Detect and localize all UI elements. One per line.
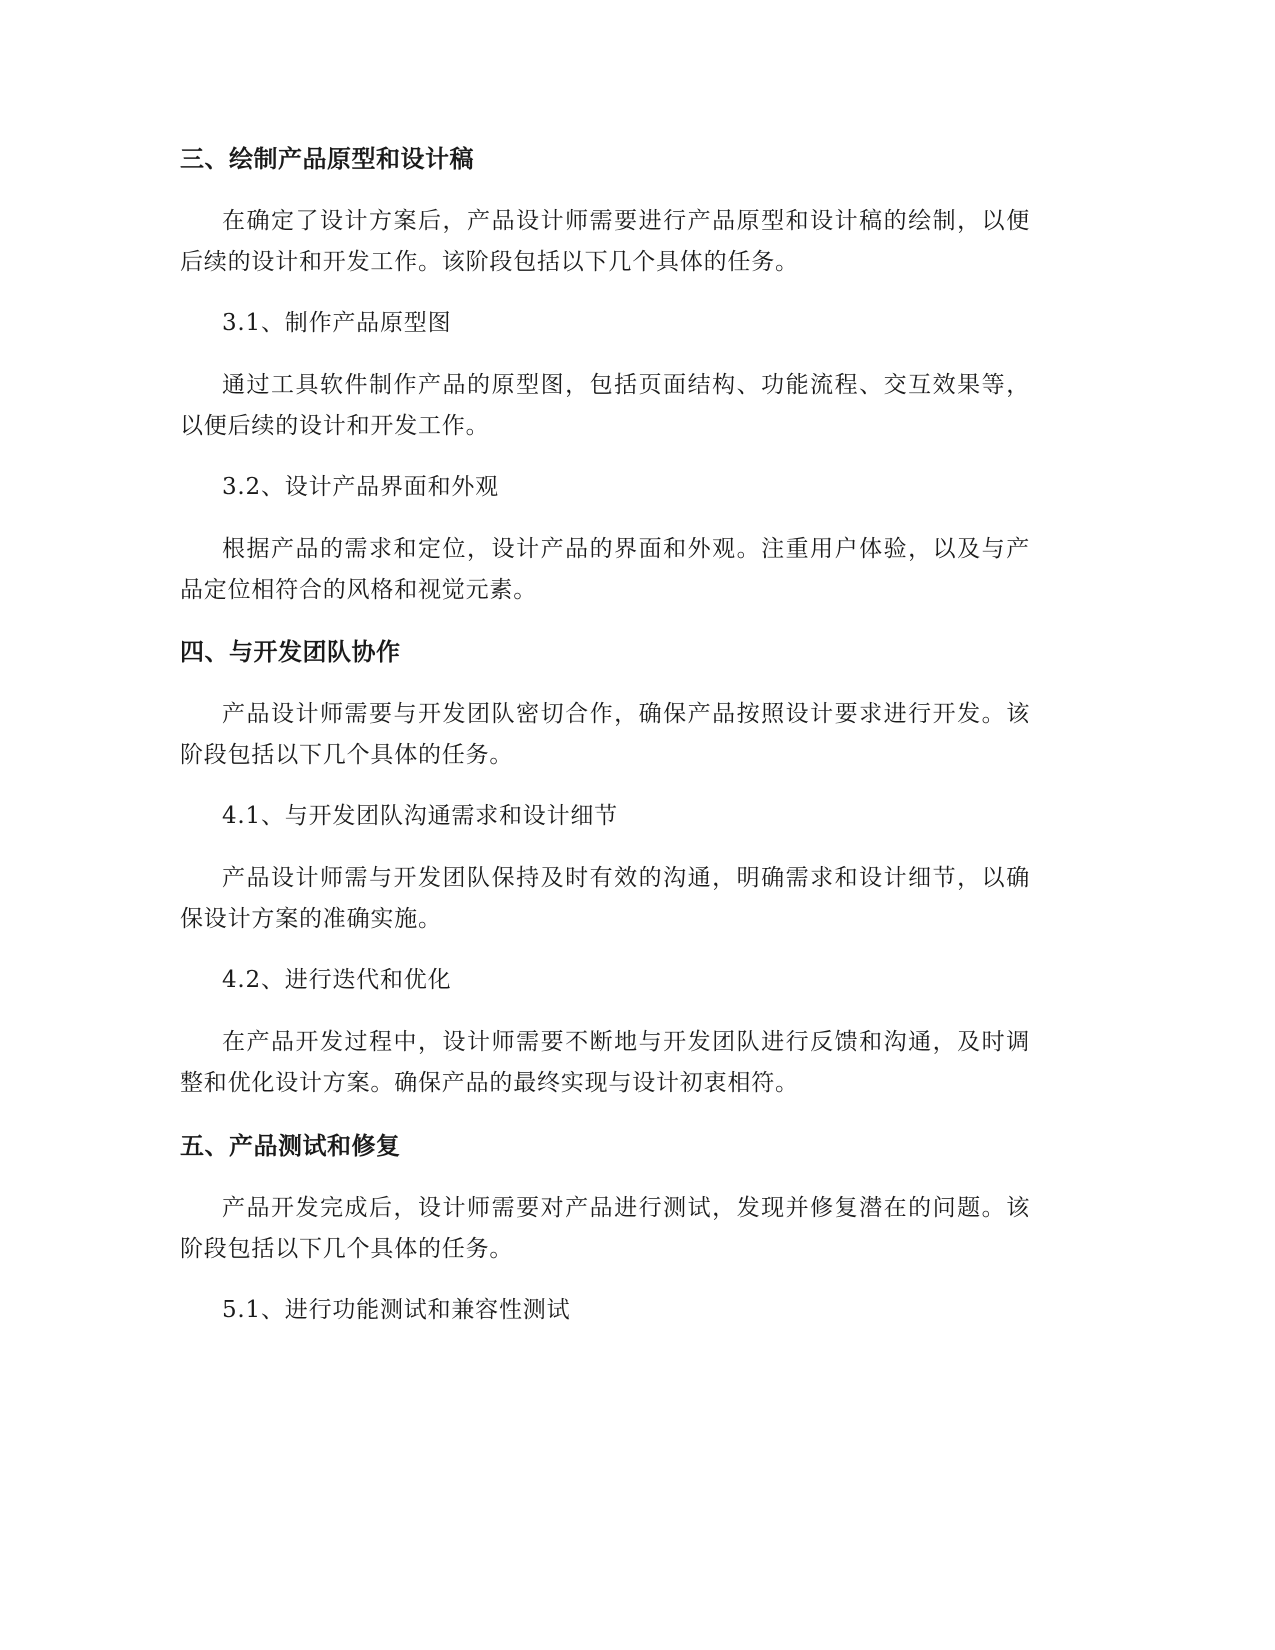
section-heading-4: 四、与开发团队协作 [180,638,401,666]
section-heading-5: 五、产品测试和修复 [180,1132,401,1160]
subsection-title-3-2: 3.2、设计产品界面和外观 [222,474,499,500]
subsection-body-4-2: 在产品开发过程中，设计师需要不断地与开发团队进行反馈和沟通，及时调整和优化设计方案。确保产品的最终实现与设计初衷相符。 [180,1029,1030,1096]
subsection-title-3-1: 3.1、制作产品原型图 [222,310,452,336]
subsection-title-4-1: 4.1、与开发团队沟通需求和设计细节 [222,803,618,829]
subsection-title-4-2: 4.2、进行迭代和优化 [222,967,452,993]
section-5-intro: 产品开发完成后，设计师需要对产品进行测试，发现并修复潜在的问题。该阶段包括以下几个具体的任务。 [180,1195,1030,1262]
document-page [180,0,1030,1650]
section-heading-3: 三、绘制产品原型和设计稿 [180,145,474,173]
subsection-body-3-1: 通过工具软件制作产品的原型图，包括页面结构、功能流程、交互效果等，以便后续的设计和开发工作。 [180,372,1030,439]
subsection-body-4-1: 产品设计师需与开发团队保持及时有效的沟通，明确需求和设计细节，以确保设计方案的准确实施。 [180,865,1030,932]
section-3-intro: 在确定了设计方案后，产品设计师需要进行产品原型和设计稿的绘制，以便后续的设计和开发工作。该阶段包括以下几个具体的任务。 [180,208,1030,275]
subsection-title-5-1: 5.1、进行功能测试和兼容性测试 [222,1297,571,1323]
subsection-body-3-2: 根据产品的需求和定位，设计产品的界面和外观。注重用户体验，以及与产品定位相符合的风格和视觉元素。 [180,536,1030,603]
section-4-intro: 产品设计师需要与开发团队密切合作，确保产品按照设计要求进行开发。该阶段包括以下几个具体的任务。 [180,701,1030,768]
